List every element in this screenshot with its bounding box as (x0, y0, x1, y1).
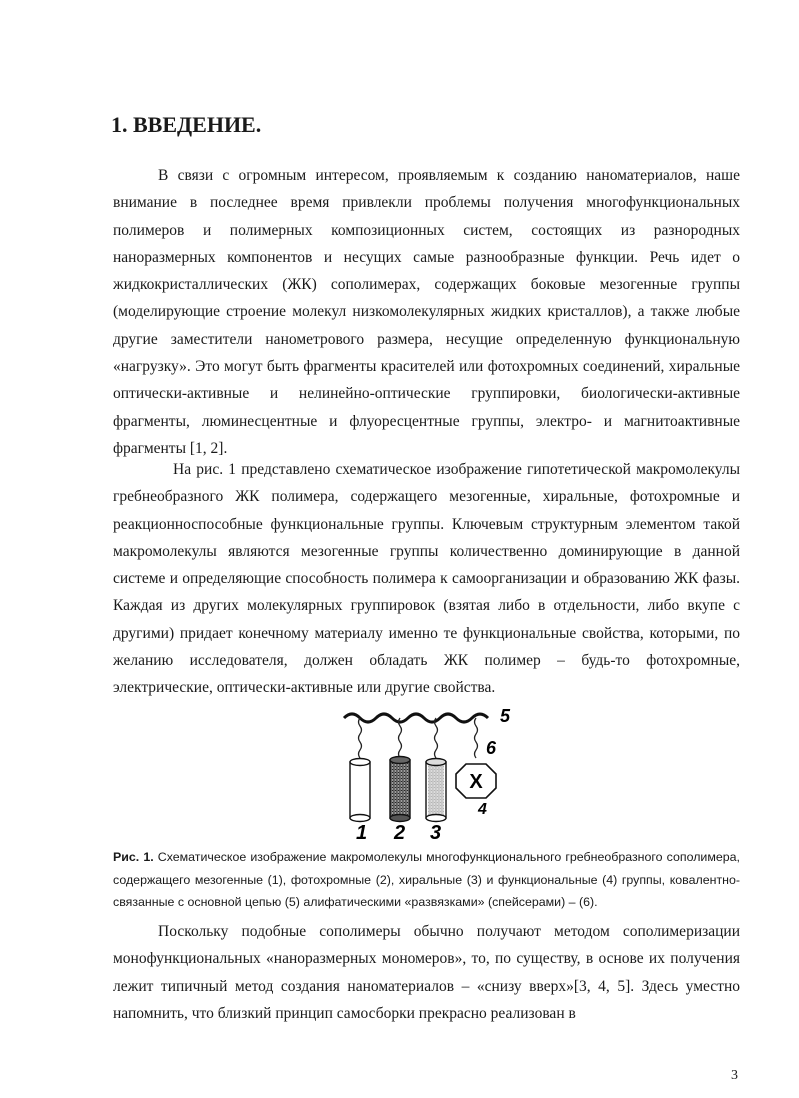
label-x: X (469, 771, 483, 793)
label-1: 1 (356, 822, 368, 844)
spacer-3 (435, 718, 438, 758)
paragraph-intro: В связи с огромным интересом, проявляемым к созданию наноматериалов, наше внимание в последнее время привлекли проблемы получения многофункциональных полимеров и полимерных композиционных систем, состоящих из разнородных наноразмерных компонентов и несущих самые разнообразные функции. Речь идет о жидкокристаллических (ЖК) сополимерах, содержащих боковые мезогенные группы (моделирующие строение молекул низкомолекулярных жидких кристаллов), а также любые другие заместители нанометрового размера, несущие определенную функциональную «нагрузку». Это могут быть фрагменты красителей или фотохромных соединений, хиральные оптически-активные и нелинейно-оптические группировки, биологически-активные фрагменты, люминесцентные и флуоресцентные группы, электро- и магнитоактивные фрагменты [1, 2]. (113, 167, 740, 457)
spacer-1 (359, 718, 362, 758)
label-5: 5 (500, 706, 511, 726)
spacer-2 (399, 718, 402, 758)
figure-macromolecule-schematic (340, 702, 520, 844)
paragraph-synthesis: Поскольку подобные сополимеры обычно получают методом сополимеризации монофункциональных «наноразмерных мономеров», то, по существу, в основе их получения лежит типичный метод создания наноматериалов – «снизу вверх»[3, 4, 5]. Здесь уместно напомнить, что близкий принцип самосборки прекрасно реализован в (113, 923, 740, 1022)
figure-caption (113, 846, 740, 914)
figure-caption-text: Схематическое изображение макромолекулы многофункционального гребнеобразного сополимера, содержащего мезогенные (1), фотохромные (2), хиральные (3) и функциональные (4) группы, ковалентно-связанные с основной цепью (5) алифатическими «развязками» (спейсерами) – (6). (113, 850, 740, 909)
label-6: 6 (486, 738, 497, 758)
label-4: 4 (478, 801, 487, 818)
spacer-4 (475, 718, 478, 758)
functional-group-octagon (456, 764, 496, 798)
chiral-cylinder (426, 759, 446, 822)
mesogen-cylinder (350, 759, 370, 822)
photochromic-cylinder (390, 757, 410, 822)
label-3: 3 (430, 822, 442, 844)
main-chain (344, 714, 488, 722)
figure-caption-label: Рис. 1. (113, 850, 154, 864)
section-heading: 1. ВВЕДЕНИЕ. (111, 112, 262, 137)
label-2: 2 (394, 822, 406, 844)
paragraph-figure-description: На рис. 1 представлено схематическое изображение гипотетической макромолекулы гребнеобразного ЖК полимера, содержащего мезогенные, хиральные, фотохромные и реакционноспособные функциональные группы. Ключевым структурным элементом такой макромолекулы являются мезогенные группы количественно доминирующие в данной системе и определяющие способность полимера к самоорганизации и образованию ЖК фазы. Каждая из других молекулярных группировок (взятая либо в отдельности, либо вкупе с другими) придает конечному материалу именно те функциональные свойства, которыми, по желанию исследователя, должен обладать ЖК полимер – будь-то фотохромные, электрические, оптически-активные или другие свойства. (113, 461, 740, 697)
page-number: 3 (731, 1068, 738, 1083)
